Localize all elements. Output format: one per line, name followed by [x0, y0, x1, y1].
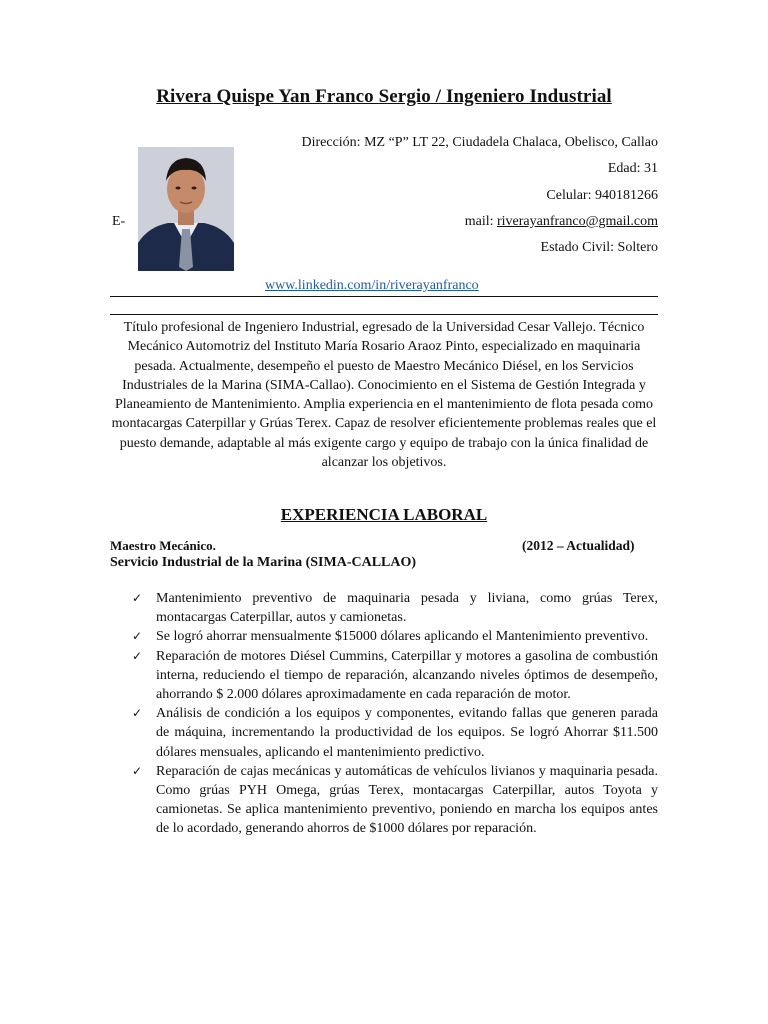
job-achievements [132, 589, 658, 839]
divider-bottom [110, 314, 658, 315]
checkmark-icon: ✓ [132, 706, 143, 721]
list-item-text: Reparación de motores Diésel Cummins, Caterpillar y motores a gasolina de combustión interna, reduciendo el tiempo de reparación, alcanzando niveles óptimos de desempeño, ahorrando $ 2.000 dólares aproximadamente en cada reparación de motor. [156, 648, 658, 703]
phone: Celular: 940181266 [546, 188, 658, 203]
list-item-text: Se logró ahorrar mensualmente $15000 dólares aplicando el Mantenimiento preventivo. [156, 629, 649, 645]
list-item-text: Reparación de cajas mecánicas y automáticas de vehículos livianos y maquinaria pesada. Como grúas PYH Omega, grúas Terex, montacargas Caterpillar, autos Toyota y camionetas. Se aplica mantenimiento preventivo, poniendo en marcha los equipos antes de lo acordado, generando ahorros de $1000 dólares por reparación. [156, 763, 658, 837]
email-label: mail: [464, 214, 497, 229]
age: Edad: 31 [607, 161, 658, 176]
linkedin-link[interactable]: www.linkedin.com/in/riverayanfranco [265, 278, 479, 293]
checkmark-icon: ✓ [132, 648, 143, 663]
job-period: (2012 – Actualidad) [522, 538, 635, 553]
list-item [132, 762, 658, 839]
divider-top [110, 296, 658, 297]
civil-status: Estado Civil: Soltero [540, 240, 658, 255]
list-item [132, 647, 658, 705]
email-line [465, 214, 658, 230]
email-link[interactable]: riverayanfranco@gmail.com [497, 214, 658, 229]
list-item-text: Análisis de condición a los equipos y componentes, evitando fallas que generen parada de máquina, incrementando la productividad de los equipos. Se logró Ahorrar $11.500 dólares mensuales, aplicando el mantenimiento predictivo. [156, 706, 658, 760]
section-title-experience: EXPERIENCIA LABORAL [280, 505, 488, 524]
list-item-text: Mantenimiento preventivo de maquinaria pesada y liviana, como grúas Terex, montacargas Caterpillar, autos y camionetas. [156, 591, 658, 626]
profile-photo [138, 147, 234, 271]
profile-summary: Título profesional de Ingeniero Industrial, egresado de la Universidad Cesar Vallejo. Técnico Mecánico Automotriz del Instituto María Rosario Araoz Pinto, especializado en maquinaria pesada. Actualmente, desempeño el puesto de Maestro Mecánico Diésel, en los Servicios Industriales de la Marina (SIMA-Callao). Conocimiento en el Sistema de Gestión Integrada y Planeamiento de Mantenimiento. Amplia experiencia en el mantenimiento de flota pesada como montacargas Caterpillar y Grúas Terex. Capaz de resolver eficientemente problemas reales que el puesto demande, adaptable al más exigente cargo y equipo de trabajo con la única finalidad de alcanzar los objetivos. [111, 320, 657, 471]
checkmark-icon: ✓ [132, 763, 143, 778]
list-item [132, 627, 658, 646]
profile-photo-image [138, 147, 234, 271]
list-item [132, 589, 658, 627]
page-title: Rivera Quispe Yan Franco Sergio / Ingeniero Industrial [156, 86, 612, 107]
checkmark-icon: ✓ [132, 629, 143, 644]
job-company: Servicio Industrial de la Marina (SIMA-CALLAO) [110, 555, 417, 570]
email-prefix: E- [112, 214, 126, 229]
list-item [132, 704, 658, 762]
address: Dirección: MZ “P” LT 22, Ciudadela Chalaca, Obelisco, Callao [301, 135, 658, 150]
job-role: Maestro Mecánico. [110, 538, 216, 553]
checkmark-icon: ✓ [132, 591, 143, 605]
